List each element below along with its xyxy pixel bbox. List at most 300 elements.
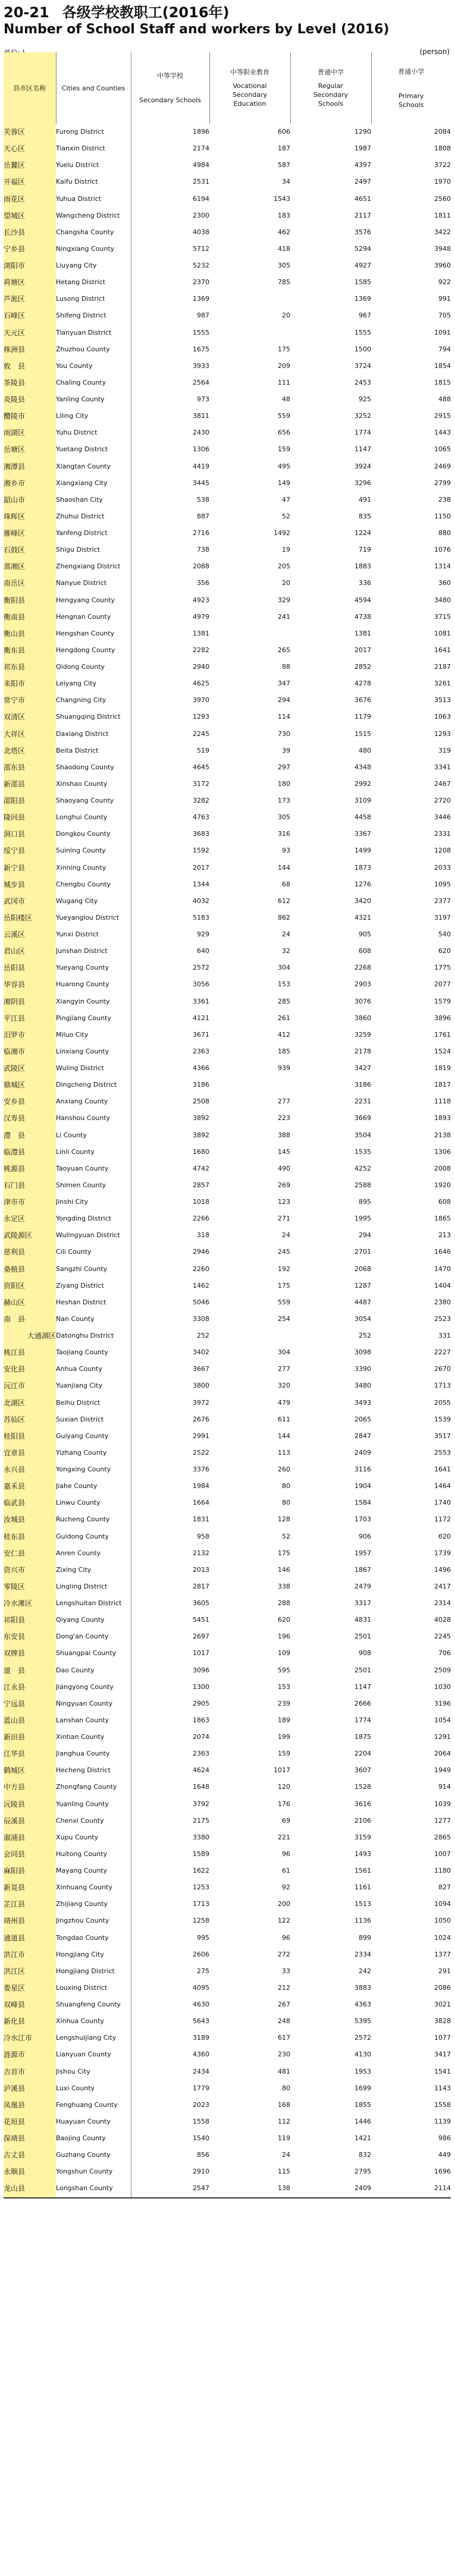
- primary-value: 3896: [434, 1014, 451, 1022]
- table-row: [4, 1428, 451, 1445]
- regular-value: 608: [359, 947, 371, 955]
- region-name-en: Zhengxiang District: [56, 562, 121, 571]
- region-name-cn: 南岳区: [4, 575, 56, 592]
- secondary-value: 1863: [131, 1712, 209, 1729]
- region-name-en: Qidong County: [56, 663, 105, 671]
- region-name-en: Hengdong County: [56, 646, 115, 654]
- table-row: [4, 2046, 451, 2063]
- regular-value: 4397: [354, 161, 371, 169]
- table-row: [4, 926, 451, 943]
- secondary-value: 1648: [131, 1779, 209, 1795]
- regular-value: 5395: [354, 2017, 371, 2025]
- region-name-cn: 冷水江市: [4, 2030, 56, 2046]
- region-name-cn: 临湘市: [4, 1043, 56, 1060]
- vocational-value: [209, 1077, 290, 1093]
- table-row: [4, 1863, 451, 1879]
- vocational-value: 146: [278, 1565, 290, 1574]
- vocational-value: 92: [282, 1883, 290, 1892]
- region-name-cn: 常宁市: [4, 692, 56, 709]
- secondary-value: 2910: [131, 2163, 209, 2180]
- regular-value: 2701: [354, 1248, 371, 1256]
- region-name-cn: 洪江区: [4, 1963, 56, 1980]
- regular-value: 4278: [354, 680, 371, 688]
- table-row: [4, 1377, 451, 1394]
- table-row: [4, 1796, 451, 1813]
- table-row: [4, 475, 451, 492]
- table-row: [4, 274, 451, 291]
- table-row: [4, 792, 451, 809]
- region-name-cn: 东安县: [4, 1628, 56, 1645]
- region-name-cn: 荷塘区: [4, 274, 56, 291]
- table-row: [4, 1060, 451, 1077]
- region-name-en: Taojiang County: [56, 1348, 108, 1357]
- primary-value: 1775: [434, 964, 451, 972]
- region-name-en: Xiangyin County: [56, 997, 110, 1005]
- region-name-cn: 江永县: [4, 1679, 56, 1696]
- secondary-value: 2434: [131, 2064, 209, 2080]
- regular-value: 3427: [354, 1064, 371, 1072]
- region-name-en: Hengshan County: [56, 629, 115, 637]
- region-name-en: Ningxiang County: [56, 244, 115, 253]
- region-name-cn: 湘阴县: [4, 993, 56, 1010]
- region-name-cn: 岳阳县: [4, 960, 56, 976]
- primary-value: 1443: [434, 429, 451, 437]
- regular-value: 895: [359, 1198, 371, 1206]
- regular-value: 3493: [354, 1398, 371, 1407]
- primary-value: 794: [438, 345, 451, 353]
- vocational-value: 294: [278, 696, 290, 704]
- region-name-cn: 津市市: [4, 1194, 56, 1210]
- primary-value: 2077: [434, 980, 451, 989]
- region-name-cn: 洪江市: [4, 1946, 56, 1963]
- secondary-value: 3282: [131, 792, 209, 809]
- region-name-en: Xinshao County: [56, 779, 108, 788]
- regular-value: 2795: [354, 2168, 371, 2176]
- secondary-value: 2013: [131, 1562, 209, 1578]
- regular-value: 2501: [354, 1633, 371, 1641]
- region-name-cn: 雨湖区: [4, 424, 56, 441]
- regular-value: 1699: [354, 2084, 371, 2092]
- vocational-value: 80: [282, 1482, 290, 1490]
- regular-value: 5294: [354, 244, 371, 253]
- primary-value: 1030: [434, 1682, 451, 1691]
- region-name-en: Xintian County: [56, 1733, 105, 1741]
- vocational-value: 338: [278, 1582, 290, 1590]
- primary-value: 2380: [434, 1298, 451, 1306]
- region-name-en: Wulingyuan District: [56, 1231, 120, 1240]
- secondary-value: 4763: [131, 809, 209, 826]
- col-regular-en: Regular Secondary Schools: [313, 82, 349, 108]
- primary-value: 1949: [434, 1766, 451, 1775]
- secondary-value: 4360: [131, 2046, 209, 2063]
- region-name-cn: 双牌县: [4, 1645, 56, 1662]
- col-primary-en: Primary Schools: [398, 92, 424, 109]
- region-name-en: Shaoshan City: [56, 495, 103, 504]
- region-name-en: Shaoyang County: [56, 797, 114, 805]
- table-row: [4, 508, 451, 525]
- regular-value: 2903: [354, 980, 371, 989]
- region-name-cn: 珠晖区: [4, 508, 56, 525]
- regular-value: 905: [359, 930, 371, 939]
- regular-value: 1136: [354, 1917, 371, 1925]
- secondary-value: 2300: [131, 207, 209, 224]
- regular-value: 3252: [354, 412, 371, 420]
- secondary-value: 1713: [131, 1896, 209, 1913]
- primary-value: 3422: [434, 228, 451, 236]
- secondary-value: 2245: [131, 726, 209, 743]
- region-name-cn: 新邵县: [4, 776, 56, 792]
- primary-value: 1808: [434, 144, 451, 153]
- primary-value: 319: [438, 746, 451, 754]
- table-row: [4, 1980, 451, 1996]
- region-name-cn: 醴陵市: [4, 408, 56, 424]
- secondary-value: 3671: [131, 1027, 209, 1043]
- table-row: [4, 1946, 451, 1963]
- secondary-value: 1293: [131, 709, 209, 725]
- primary-value: 540: [438, 930, 451, 939]
- table-row: [4, 876, 451, 893]
- primary-value: 1696: [434, 2168, 451, 2176]
- regular-value: 1500: [354, 345, 371, 353]
- region-name-cn: 宁乡县: [4, 241, 56, 257]
- region-name-en: Linli County: [56, 1147, 95, 1156]
- primary-value: 3021: [434, 2001, 451, 2009]
- table-row: [4, 1896, 451, 1913]
- secondary-value: 1018: [131, 1194, 209, 1210]
- vocational-value: 617: [278, 2034, 290, 2042]
- secondary-value: 3667: [131, 1361, 209, 1377]
- primary-value: 1646: [434, 1248, 451, 1256]
- region-name-cn: 永顺县: [4, 2163, 56, 2180]
- region-name-cn: 吉首市: [4, 2064, 56, 2080]
- primary-value: 2467: [434, 779, 451, 788]
- secondary-value: 1555: [131, 325, 209, 341]
- region-name-en: Shifeng District: [56, 312, 106, 320]
- region-name-en: Shuangqing District: [56, 713, 121, 721]
- regular-value: 3924: [354, 462, 371, 470]
- primary-value: 1039: [434, 1800, 451, 1808]
- data-table: [4, 52, 451, 2198]
- primary-value: 1139: [434, 2117, 451, 2125]
- region-name-cn: 祁阳县: [4, 1612, 56, 1628]
- region-name-cn: 宜章县: [4, 1445, 56, 1461]
- region-name-en: Nanyue District: [56, 579, 107, 587]
- table-row: [4, 1612, 451, 1628]
- vocational-value: 80: [282, 1499, 290, 1507]
- primary-value: 238: [438, 495, 451, 504]
- primary-value: 2865: [434, 1833, 451, 1841]
- region-name-cn: 凤凰县: [4, 2097, 56, 2113]
- secondary-value: 1622: [131, 1863, 209, 1879]
- regular-value: 2178: [354, 1047, 371, 1055]
- vocational-value: 305: [278, 813, 290, 822]
- primary-value: 4028: [434, 1616, 451, 1624]
- region-name-cn: 宁远县: [4, 1696, 56, 1712]
- primary-value: 1095: [434, 880, 451, 888]
- primary-value: 1893: [434, 1114, 451, 1122]
- region-name-cn: 隆回县: [4, 809, 56, 826]
- table-row: [4, 1662, 451, 1679]
- region-name-cn: 韶山市: [4, 492, 56, 508]
- regular-value: 3159: [354, 1833, 371, 1841]
- region-name-en: Huitong County: [56, 1850, 107, 1858]
- region-name-cn: 会同县: [4, 1846, 56, 1863]
- vocational-value: 277: [278, 1097, 290, 1106]
- regular-value: 1147: [354, 1682, 371, 1691]
- region-name-cn: 花垣县: [4, 2113, 56, 2130]
- table-row: [4, 1027, 451, 1043]
- vocational-value: 285: [278, 997, 290, 1005]
- region-name-cn: 武陵区: [4, 1060, 56, 1077]
- vocational-value: 612: [278, 897, 290, 905]
- primary-value: 213: [438, 1231, 451, 1240]
- secondary-value: 6194: [131, 191, 209, 207]
- region-name-en: Shuangpai County: [56, 1649, 117, 1657]
- vocational-value: 113: [278, 1448, 290, 1457]
- regular-value: 3186: [354, 1081, 371, 1089]
- table-row: [4, 1294, 451, 1311]
- table-row: [4, 1846, 451, 1863]
- regular-value: 832: [359, 2151, 371, 2159]
- secondary-value: 4419: [131, 458, 209, 475]
- vocational-value: 109: [278, 1649, 290, 1657]
- regular-value: 3724: [354, 361, 371, 370]
- region-name-en: Yuelu District: [56, 161, 99, 169]
- primary-value: 3196: [434, 1699, 451, 1707]
- vocational-value: 153: [278, 980, 290, 989]
- vocational-value: 175: [278, 1281, 290, 1289]
- primary-value: 2138: [434, 1131, 451, 1139]
- region-name-cn: 邵阳县: [4, 792, 56, 809]
- col-region-en: Cities and Counties: [61, 84, 125, 92]
- primary-value: 1541: [434, 2067, 451, 2075]
- regular-value: 1513: [354, 1900, 371, 1908]
- primary-value: 620: [438, 1532, 451, 1540]
- primary-value: 2469: [434, 462, 451, 470]
- secondary-value: 2132: [131, 1545, 209, 1562]
- secondary-value: 1300: [131, 1679, 209, 1696]
- primary-value: 2509: [434, 1666, 451, 1674]
- region-name-cn: 泸溪县: [4, 2080, 56, 2097]
- secondary-value: 2074: [131, 1729, 209, 1745]
- regular-value: 2409: [354, 1448, 371, 1457]
- vocational-value: 241: [278, 612, 290, 621]
- table-row: [4, 124, 451, 140]
- region-name-cn: 平江县: [4, 1010, 56, 1027]
- col-secondary-cn: 中等学校: [157, 72, 183, 80]
- region-name-en: Suxian District: [56, 1415, 104, 1423]
- table-row: [4, 1278, 451, 1294]
- primary-value: 3948: [434, 244, 451, 253]
- vocational-value: 305: [278, 262, 290, 270]
- table-row: [4, 2180, 451, 2197]
- region-name-en: Yongshun County: [56, 2168, 113, 2176]
- secondary-value: 856: [131, 2147, 209, 2163]
- table-row: [4, 709, 451, 725]
- region-name-cn: 湘乡市: [4, 475, 56, 492]
- table-row: [4, 291, 451, 307]
- region-name-en: Zixing City: [56, 1565, 92, 1574]
- regular-value: 1276: [354, 880, 371, 888]
- vocational-value: 144: [278, 863, 290, 872]
- vocational-value: 122: [278, 1917, 290, 1925]
- table-row: [4, 943, 451, 960]
- table-row: [4, 424, 451, 441]
- table-header: [4, 4, 451, 57]
- primary-value: 2799: [434, 479, 451, 487]
- table-head: [4, 52, 451, 124]
- vocational-value: 52: [282, 512, 290, 520]
- primary-value: 1291: [434, 1733, 451, 1741]
- col-regular: [290, 52, 371, 124]
- primary-value: 2114: [371, 2180, 451, 2197]
- table-body: [4, 124, 451, 2198]
- secondary-value: 4979: [131, 609, 209, 625]
- primary-value: 1293: [434, 729, 451, 738]
- table-row: [4, 910, 451, 926]
- secondary-value: 4038: [131, 224, 209, 241]
- region-name-cn: 永兴县: [4, 1461, 56, 1478]
- table-row: [4, 1495, 451, 1511]
- region-name-en: Yuanling County: [56, 1800, 109, 1808]
- primary-value: 3446: [434, 813, 451, 822]
- region-name-en: Hetang District: [56, 278, 106, 287]
- secondary-value: 1258: [131, 1913, 209, 1929]
- region-name-cn: 桂东县: [4, 1528, 56, 1545]
- secondary-value: 2946: [131, 1244, 209, 1260]
- region-name-en: Wuling District: [56, 1064, 104, 1072]
- table-row: [4, 625, 451, 642]
- primary-value: 2720: [434, 797, 451, 805]
- vocational-value: 595: [278, 1666, 290, 1674]
- regular-value: 2453: [354, 378, 371, 386]
- vocational-value: 481: [278, 2067, 290, 2075]
- region-name-en: Miluo City: [56, 1030, 89, 1039]
- region-name-cn: 岳阳楼区: [4, 910, 56, 926]
- regular-value: 3616: [354, 1800, 371, 1808]
- regular-value: 2847: [354, 1432, 371, 1440]
- col-primary: [371, 52, 451, 124]
- table-row: [4, 1712, 451, 1729]
- region-name-en: Lusong District: [56, 295, 105, 303]
- primary-value: 1524: [434, 1047, 451, 1055]
- secondary-value: 3402: [131, 1344, 209, 1361]
- secondary-value: 1462: [131, 1278, 209, 1294]
- region-name-en: Jinshi City: [56, 1198, 89, 1206]
- primary-value: 1641: [434, 646, 451, 654]
- vocational-value: 329: [278, 596, 290, 604]
- region-name-en: Chaling County: [56, 378, 106, 386]
- primary-value: 488: [438, 395, 451, 404]
- region-name-cn: 靖州县: [4, 1913, 56, 1929]
- region-name-cn: 麻阳县: [4, 1863, 56, 1879]
- primary-value: 1143: [434, 2084, 451, 2092]
- vocational-value: 138: [209, 2180, 290, 2197]
- vocational-value: 261: [278, 1014, 290, 1022]
- title-cn: 各级学校教职工(2016年): [62, 4, 230, 21]
- region-name-cn: 双清区: [4, 709, 56, 725]
- region-name-en: Tongdao County: [56, 1933, 109, 1942]
- regular-value: 1995: [354, 1215, 371, 1223]
- region-name-en: Shuangfeng County: [56, 2001, 121, 2009]
- region-name-en: Yuetang District: [56, 445, 108, 454]
- primary-value: 986: [438, 2134, 451, 2143]
- secondary-value: 3376: [131, 1461, 209, 1478]
- table-row: [4, 207, 451, 224]
- regular-value: 2501: [354, 1666, 371, 1674]
- region-name-en: Fenghuang County: [56, 2100, 118, 2109]
- secondary-value: 1664: [131, 1495, 209, 1511]
- primary-value: 1815: [434, 378, 451, 386]
- primary-value: 3722: [434, 161, 451, 169]
- table-row: [4, 1010, 451, 1027]
- secondary-value: 4625: [131, 675, 209, 692]
- secondary-value: 1896: [131, 124, 209, 140]
- primary-value: 706: [438, 1649, 451, 1657]
- region-name-cn: 江华县: [4, 1745, 56, 1762]
- table-row: [4, 157, 451, 174]
- region-name-en: Linwu County: [56, 1499, 101, 1507]
- table-row: [4, 408, 451, 424]
- region-name-cn: 鹤城区: [4, 1762, 56, 1779]
- table-row: [4, 1578, 451, 1595]
- vocational-value: 730: [278, 729, 290, 738]
- region-name-cn: 汝城县: [4, 1511, 56, 1528]
- vocational-value: 862: [278, 913, 290, 921]
- regular-value: 3259: [354, 1030, 371, 1039]
- region-name-cn: 邵东县: [4, 759, 56, 776]
- regular-value: 242: [359, 1967, 371, 1975]
- primary-value: 2523: [434, 1314, 451, 1323]
- table-row: [4, 1395, 451, 1411]
- region-name-cn: 溆浦县: [4, 1829, 56, 1846]
- vocational-value: 185: [278, 1047, 290, 1055]
- primary-value: 1817: [434, 1081, 451, 1089]
- vocational-value: 297: [278, 763, 290, 771]
- region-name-en: Zhongfang County: [56, 1783, 117, 1791]
- table-row: [4, 358, 451, 375]
- vocational-value: 159: [278, 445, 290, 454]
- primary-value: 1377: [434, 1950, 451, 1958]
- vocational-value: 68: [282, 880, 290, 888]
- table-row: [4, 325, 451, 341]
- region-name-cn: 临武县: [4, 1495, 56, 1511]
- region-name-en: Taoyuan County: [56, 1164, 109, 1172]
- vocational-value: 271: [278, 1215, 290, 1223]
- region-name-en: Jingzhou County: [56, 1917, 109, 1925]
- region-name-cn: 武冈市: [4, 893, 56, 910]
- vocational-value: 32: [282, 947, 290, 955]
- primary-value: 2245: [434, 1633, 451, 1641]
- table-row: [4, 960, 451, 976]
- primary-value: 3341: [434, 763, 451, 771]
- table-row: [4, 1077, 451, 1093]
- table-row: [4, 1093, 451, 1110]
- secondary-value: 2676: [131, 1411, 209, 1428]
- region-name-en: Ziyang District: [56, 1281, 104, 1289]
- vocational-value: 183: [278, 211, 290, 219]
- vocational-value: 316: [278, 830, 290, 838]
- secondary-value: 2260: [131, 1261, 209, 1278]
- table-row: [4, 1411, 451, 1428]
- vocational-value: 149: [278, 479, 290, 487]
- regular-value: 1957: [354, 1549, 371, 1557]
- region-name-cn: 衡南县: [4, 609, 56, 625]
- vocational-value: 199: [278, 1733, 290, 1741]
- region-name-en: Yanfeng District: [56, 529, 108, 537]
- table-row: [4, 759, 451, 776]
- vocational-value: 606: [278, 128, 290, 136]
